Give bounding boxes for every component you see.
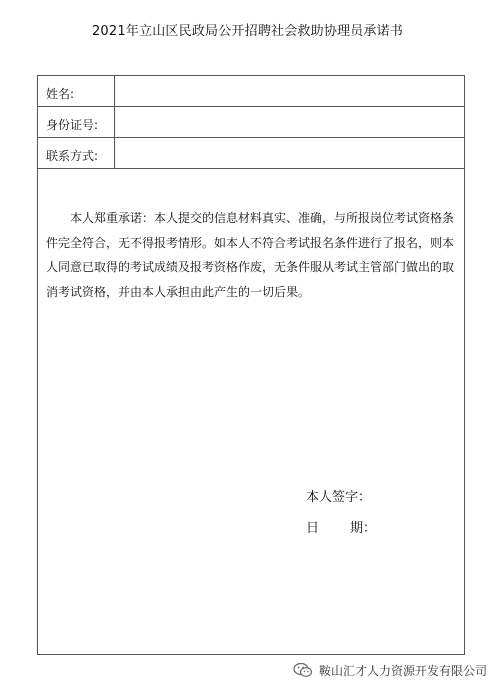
name-field[interactable] [114, 76, 464, 106]
signature-label: 本人签字： [306, 490, 372, 505]
pledge-form [37, 75, 465, 655]
date-line [306, 517, 376, 536]
pledge-statement: 本人郑重承诺：本人提交的信息材料真实、准确，与所报岗位考试资格条件完全符合，无不得报考情形。如本人不符合考试报名条件进行了报名，则本人同意已取得的考试成绩及报考资格作废，无条件服从考试主管部门做出的取消考试资格，并由本人承担由此产生的一切后果。 [46, 211, 455, 299]
date-label-day: 日 [306, 521, 320, 536]
id-number-label: 身份证号: [46, 118, 99, 132]
document-title: 2021年立山区民政局公开招聘社会救助协理员承诺书 [91, 24, 404, 39]
form-row-contact [38, 138, 464, 169]
form-row-id [38, 107, 464, 138]
contact-label: 联系方式: [46, 149, 99, 163]
id-number-field[interactable] [114, 107, 464, 137]
wechat-icon [293, 662, 313, 678]
signature-line [306, 486, 371, 505]
contact-field[interactable] [114, 138, 464, 168]
date-label-period: 期： [350, 521, 377, 536]
form-row-name [38, 76, 464, 107]
name-label: 姓名: [46, 87, 75, 101]
watermark-text: 鞍山汇才人力资源开发有限公司 [318, 663, 487, 678]
watermark [293, 660, 487, 680]
